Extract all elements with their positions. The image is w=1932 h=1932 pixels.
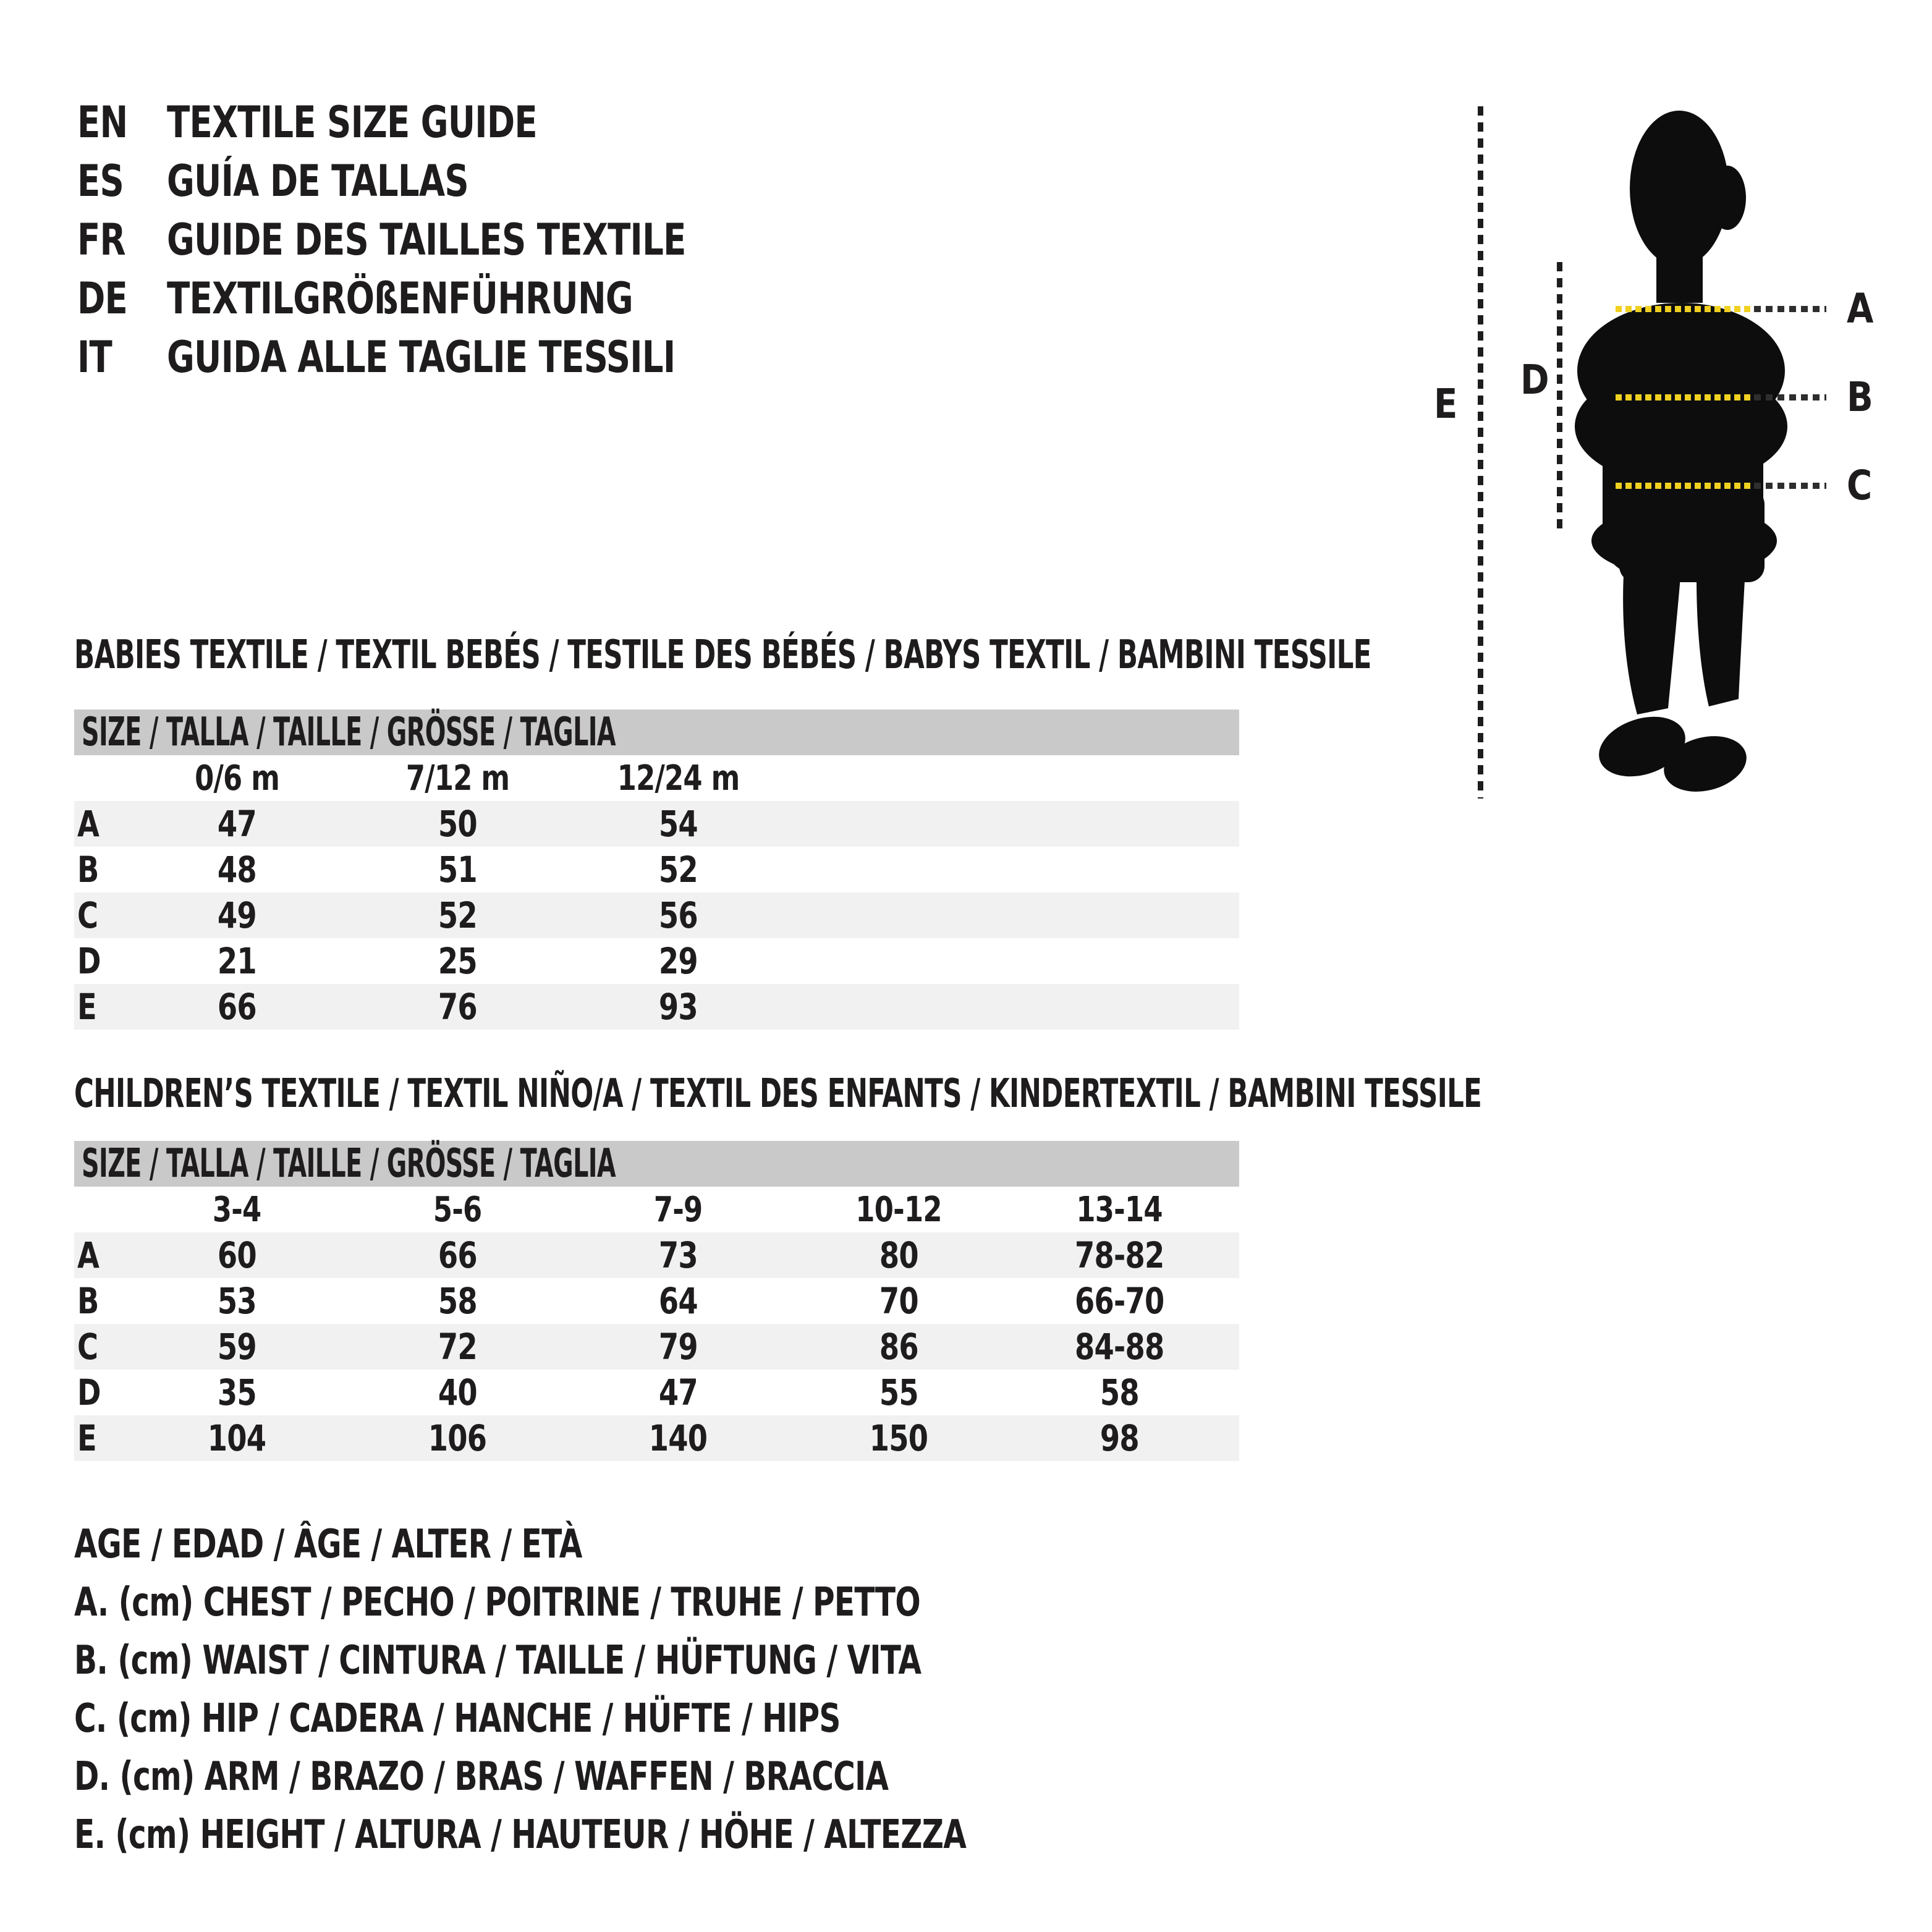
table-cell: 59 <box>218 1326 256 1368</box>
table-cell: 66-70 <box>1075 1280 1164 1322</box>
table-cell: 52 <box>659 849 698 891</box>
row-label: A <box>77 1234 100 1276</box>
table-cell: 58 <box>1100 1371 1139 1413</box>
column-header: 7-9 <box>654 1189 703 1230</box>
language-row-en <box>77 93 832 151</box>
table-cell: 47 <box>659 1371 698 1413</box>
babies-section-title: BABIES TEXTILE / TEXTIL BEBÉS / TESTILE DES BÉBÉS / BABYS TEXTIL / BAMBINI TESSILE <box>74 632 1371 678</box>
column-header: 3-4 <box>213 1189 261 1230</box>
row-label: C <box>77 1326 98 1368</box>
table-cell: 49 <box>218 894 256 936</box>
babies-table-header-bar <box>74 710 1239 755</box>
language-row-it <box>77 328 832 386</box>
measure-label-height: E <box>1434 380 1457 428</box>
column-header: 0/6 m <box>194 758 279 799</box>
table-cell: 29 <box>659 940 698 982</box>
row-label: A <box>77 803 100 845</box>
babies-table-header-text: SIZE / TALLA / TAILLE / GRÖSSE / TAGLIA <box>82 710 616 755</box>
measure-label-hip: C <box>1847 462 1872 509</box>
waist-measure-dash-dark <box>1754 394 1826 400</box>
chest-measure-dash-dark <box>1754 306 1826 312</box>
table-cell: 150 <box>870 1417 928 1459</box>
table-cell: 50 <box>438 803 477 845</box>
column-header: 10-12 <box>855 1189 943 1230</box>
table-cell: 140 <box>649 1417 708 1459</box>
row-label: D <box>77 1371 101 1413</box>
table-cell: 66 <box>218 986 256 1028</box>
table-cell: 98 <box>1100 1417 1139 1459</box>
table-cell: 48 <box>218 849 256 891</box>
table-cell: 78-82 <box>1075 1234 1164 1276</box>
table-row-D <box>74 938 1239 984</box>
measurement-legend <box>74 1515 1248 1864</box>
page-title-it: GUIDA ALLE TAGLIE TESSILI <box>167 331 676 383</box>
children-column-header-row <box>74 1187 1239 1232</box>
babies-column-header-row <box>74 755 1239 801</box>
table-row-E <box>74 1415 1239 1461</box>
column-header: 7/12 m <box>405 758 510 799</box>
language-code-es: ES <box>77 155 124 206</box>
row-label: E <box>77 1417 96 1459</box>
table-cell: 72 <box>438 1326 477 1368</box>
legend-line-hip: C. (cm) HIP / CADERA / HANCHE / HÜFTE / HIPS <box>74 1696 841 1742</box>
language-row-de <box>77 269 832 328</box>
hip-measure-dash-dark <box>1754 483 1826 489</box>
table-cell: 53 <box>218 1280 256 1322</box>
table-row-B <box>74 1278 1239 1324</box>
legend-line-arm: D. (cm) ARM / BRAZO / BRAS / WAFFEN / BRACCIA <box>74 1754 889 1800</box>
table-cell: 56 <box>659 894 698 936</box>
table-cell: 52 <box>438 894 477 936</box>
table-row-A <box>74 1232 1239 1278</box>
table-cell: 54 <box>659 803 698 845</box>
table-row-C <box>74 1324 1239 1370</box>
table-cell: 51 <box>438 849 477 891</box>
row-label: C <box>77 894 98 936</box>
table-cell: 35 <box>218 1371 256 1413</box>
arm-measure-line-D <box>1557 262 1562 530</box>
language-code-it: IT <box>77 331 112 383</box>
table-cell: 55 <box>879 1371 918 1413</box>
measure-label-arm: D <box>1520 356 1549 404</box>
chest-measure-dash-yellow <box>1616 306 1753 312</box>
waist-measure-dash-yellow <box>1616 394 1753 400</box>
table-row-C <box>74 892 1239 938</box>
measure-label-waist: B <box>1847 373 1873 421</box>
table-cell: 64 <box>659 1280 698 1322</box>
height-measure-line-E <box>1478 106 1483 799</box>
table-cell: 66 <box>438 1234 477 1276</box>
table-cell: 47 <box>218 803 256 845</box>
babies-size-table <box>74 710 1239 1030</box>
table-row-B <box>74 847 1239 892</box>
table-cell: 106 <box>428 1417 487 1459</box>
table-cell: 21 <box>218 940 256 982</box>
language-code-de: DE <box>77 273 128 324</box>
table-row-A <box>74 801 1239 847</box>
row-label: B <box>77 1280 99 1322</box>
table-cell: 76 <box>438 986 477 1028</box>
table-row-D <box>74 1370 1239 1415</box>
language-code-fr: FR <box>77 214 125 265</box>
measure-label-chest: A <box>1847 285 1873 333</box>
child-silhouette-figure <box>1573 105 1792 797</box>
children-size-table <box>74 1141 1239 1461</box>
legend-line-height: E. (cm) HEIGHT / ALTURA / HAUTEUR / HÖHE / ALTEZZA <box>74 1812 967 1858</box>
hip-measure-dash-yellow <box>1616 483 1753 489</box>
page-title-fr: GUIDE DES TAILLES TEXTILE <box>167 214 686 265</box>
legend-line-waist: B. (cm) WAIST / CINTURA / TAILLE / HÜFTUNG / VITA <box>74 1638 922 1684</box>
table-cell: 70 <box>879 1280 918 1322</box>
children-table-header-text: SIZE / TALLA / TAILLE / GRÖSSE / TAGLIA <box>82 1141 616 1187</box>
column-header: 5-6 <box>433 1189 482 1230</box>
children-table-header-bar <box>74 1141 1239 1187</box>
table-cell: 58 <box>438 1280 477 1322</box>
language-row-fr <box>77 210 832 269</box>
page-title-de: TEXTILGRÖßENFÜHRUNG <box>167 273 633 324</box>
table-cell: 86 <box>879 1326 918 1368</box>
table-cell: 104 <box>208 1417 266 1459</box>
table-cell: 84-88 <box>1075 1326 1164 1368</box>
table-cell: 80 <box>879 1234 918 1276</box>
language-title-list <box>77 93 832 386</box>
legend-line-age: AGE / EDAD / ÂGE / ALTER / ETÀ <box>74 1522 582 1567</box>
table-cell: 40 <box>438 1371 477 1413</box>
table-cell: 60 <box>218 1234 256 1276</box>
table-row-E <box>74 984 1239 1030</box>
table-cell: 73 <box>659 1234 698 1276</box>
page-title-es: GUÍA DE TALLAS <box>167 155 468 206</box>
column-header: 12/24 m <box>617 758 740 799</box>
language-code-en: EN <box>77 96 128 148</box>
row-label: D <box>77 940 101 982</box>
row-label: E <box>77 986 96 1028</box>
language-row-es <box>77 151 832 210</box>
legend-line-chest: A. (cm) CHEST / PECHO / POITRINE / TRUHE / PETTO <box>74 1580 920 1625</box>
table-cell: 79 <box>659 1326 698 1368</box>
table-cell: 93 <box>659 986 698 1028</box>
column-header: 13-14 <box>1076 1189 1163 1230</box>
table-cell: 25 <box>438 940 477 982</box>
page-title-en: TEXTILE SIZE GUIDE <box>167 96 537 148</box>
children-section-title: CHILDREN’S TEXTILE / TEXTIL NIÑO/A / TEXTIL DES ENFANTS / KINDERTEXTIL / BAMBINI TESSILE <box>74 1071 1482 1117</box>
row-label: B <box>77 849 99 891</box>
